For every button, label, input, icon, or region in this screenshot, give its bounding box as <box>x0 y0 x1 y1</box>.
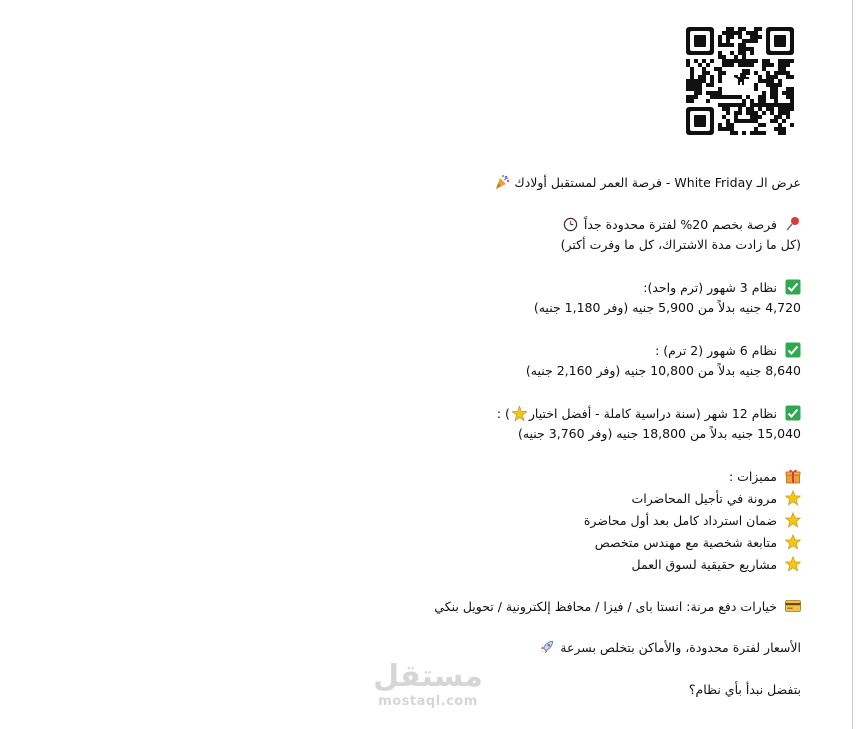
plan-6-months-title <box>655 342 801 359</box>
offer-headline <box>490 174 801 191</box>
feature-item <box>584 512 801 529</box>
plan-12-months-title-text: نظام 12 شهر (سنة دراسية كاملة - أفضل اختيار <box>528 406 778 421</box>
discount-text: فرصة بخصم 20% لفترة محدودة جداً <box>583 217 778 232</box>
features-title-text: مميزات : <box>728 469 778 484</box>
mostaql-watermark <box>372 659 484 709</box>
star-icon <box>785 534 801 550</box>
plan-3-months-title <box>643 279 801 296</box>
feature-item-text: مشاريع حقيقية لسوق العمل <box>631 557 778 572</box>
call-to-action: بتفضل نبدأ بأي نظام؟ <box>688 682 801 697</box>
clock-icon <box>563 217 578 232</box>
check-mark-icon <box>785 405 801 421</box>
gift-icon <box>785 468 801 484</box>
star-icon <box>785 490 801 506</box>
offer-headline-text: عرض الـ White Friday - فرصة العمر لمستقبل أولادك <box>514 175 801 190</box>
features-title <box>729 468 801 485</box>
feature-item-text: مرونة في تأجيل المحاضرات <box>631 491 778 506</box>
plan-12-months-title-end: ) : <box>496 406 510 421</box>
plan-12-months-title <box>497 405 801 422</box>
star-icon <box>785 512 801 528</box>
feature-item-text: متابعة شخصية مع مهندس متخصص <box>594 535 778 550</box>
plan-6-months-price: 8,640 جنيه بدلاً من 10,800 جنيه (وفر 2,160 جنيه) <box>525 363 801 378</box>
plan-3-months-title-text: نظام 3 شهور (ترم واحد): <box>643 280 778 295</box>
discount-line <box>561 216 801 233</box>
feature-item <box>595 534 801 551</box>
plan-3-months-price: 4,720 جنيه بدلاً من 5,900 جنيه (وفر 1,180 جنيه) <box>533 300 801 315</box>
watermark-latin: mostaql.com <box>378 694 478 709</box>
feature-item <box>632 490 802 507</box>
feature-item-text: ضمان استرداد كامل بعد أول محاضرة <box>583 513 778 528</box>
credit-card-icon <box>785 598 801 614</box>
party-popper-icon <box>494 174 510 190</box>
plan-6-months-title-text: نظام 6 شهور (2 ترم) : <box>655 343 778 358</box>
payment-options-text: خيارات دفع مرنة: انستا باى / فيزا / محافظ إلكترونية / تحويل بنكي <box>434 599 778 614</box>
watermark-arabic: مستقل <box>373 659 483 694</box>
plan-12-months-price: 15,040 جنيه بدلاً من 18,800 جنيه (وفر 3,760 جنيه) <box>517 426 801 441</box>
feature-item <box>632 556 801 573</box>
check-mark-icon <box>785 279 801 295</box>
discount-note: (كل ما زادت مدة الاشتراك، كل ما وفرت أكتر) <box>560 237 801 252</box>
check-mark-icon <box>785 342 801 358</box>
sparkle-icon <box>512 406 527 421</box>
pushpin-icon <box>785 216 801 232</box>
payment-options <box>434 598 801 615</box>
urgency-line <box>537 640 801 656</box>
qr-code[interactable] <box>686 27 794 135</box>
urgency-text: الأسعار لفترة محدودة، والأماكن بتخلص بسرعة <box>560 640 801 655</box>
star-icon <box>785 556 801 572</box>
rocket-icon <box>539 640 554 655</box>
